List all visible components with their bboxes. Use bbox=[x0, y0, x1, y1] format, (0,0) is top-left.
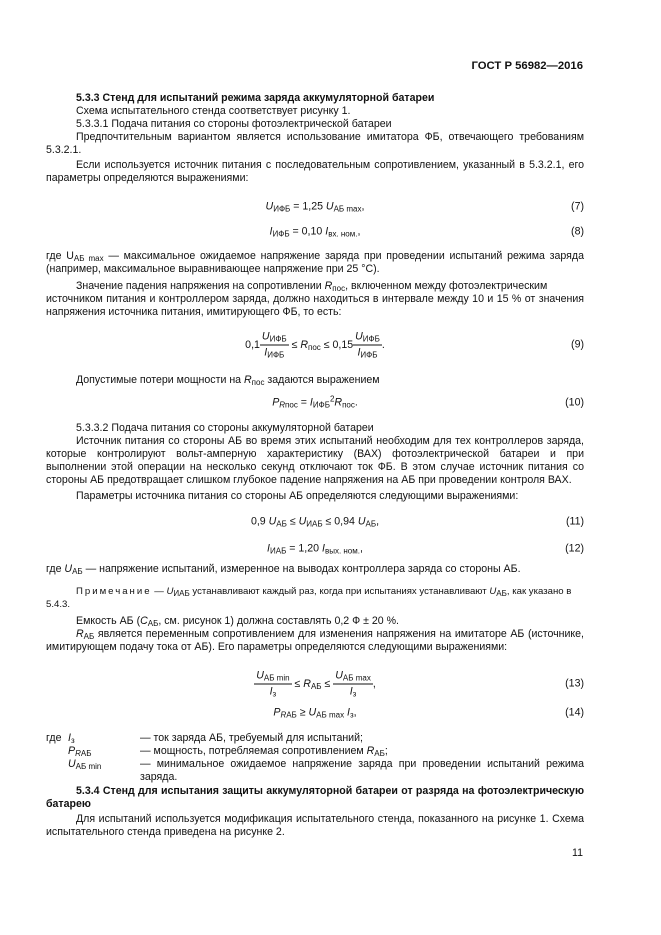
definition-uab: где $U_{АБ}$ — напряжение испытаний, измеренное на выводах контроллера заряда со стороны АБ. bbox=[46, 563, 521, 576]
note: Примечание — $U_{ИАБ}$ устанавливают каждый раз, когда при испытаниях устанавливают $U_{АБ}$, как указано в 5.4.3. bbox=[46, 586, 572, 610]
document-standard-number: ГОСТ Р 56982—2016 bbox=[471, 60, 583, 72]
definitions-list: где $I_з$ — ток заряда АБ, требуемый для испытаний; $P_{RАБ}$ — мощность, потребляемая сопротивлением $R_{АБ}$; $U_{АБ min}$ — минимальное ожидаемое напряжение заряда при проведении испытаний режима заряда. bbox=[46, 732, 584, 783]
paragraph-capacity: Емкость АБ ($С_{АБ}$, см. рисунок 1) должна составлять 0,2 Ф ± 20 %. $R_{АБ}$ является переменным сопротивлением для изменения напряжения на имитаторе АБ (источнике, имитирующем подачу тока от АБ). Его параметры определяются следующими выражениями: bbox=[46, 615, 584, 653]
page-number: 11 bbox=[572, 847, 583, 859]
paragraph: Предпочтительным вариантом является использование имитатора ФБ, отвечающего требованиям 5.3.2.1. bbox=[46, 131, 584, 156]
subsection-title: 5.3.3.1 Подача питания со стороны фотоэлектрической батареи bbox=[76, 118, 392, 130]
equation-13: $\frac{U_{АБ min}}{I_з}$ ≤ $R_{АБ}$ ≤ $\frac{U_{АБ max}}{I_з}$ , (13) bbox=[256, 669, 584, 699]
section-title: 5.3.3 Стенд для испытаний режима заряда аккумуляторной батареи bbox=[76, 92, 435, 104]
section-title: 5.3.4 Стенд для испытания защиты аккумуляторной батареи от разряда на фотоэлектрическую батарею bbox=[46, 785, 584, 810]
equation-7: $U_{ИФБ} = 1,25$ $U_{АБ max}$, (7) bbox=[265, 200, 584, 214]
equation-8: $I_{ИФБ} = 0,10$ $I_{вх. ном.}$, (8) bbox=[269, 225, 584, 239]
equation-14: $P_{RАБ} \ge U_{АБ max}$ $I_з$, (14) bbox=[273, 706, 584, 720]
equation-9: 0,1 $\frac{U_{ИФБ}}{I_{ИФБ}}$ ≤ $R_{пос} \le 0,15$ $\frac{U_{ИФБ}}{I_{ИФБ}}$ . (9) bbox=[245, 330, 584, 360]
paragraph-power-loss: Допустимые потери мощности на $R_{пос}$ задаются выражением bbox=[76, 374, 380, 387]
paragraph: Параметры источника питания со стороны АБ определяются следующими выражениями: bbox=[76, 490, 519, 502]
paragraph-voltage-drop: Значение падения напряжения на сопротивлении $R_{пос}$, включенном между фотоэлектрическим источником питания и контроллером заряда, должно находиться в интервале между 10 и 15 % от значения напряжения источника питания, имитирующего ФБ, то есть: bbox=[46, 280, 584, 318]
definition-uab-max: где $U_{АБ max}$ — максимальное ожидаемое напряжение заряда при проведении испытаний режима заряда (например, максимальное выравнивающее напряжение при 25 °С). bbox=[46, 250, 584, 275]
subsection-title: 5.3.3.2 Подача питания со стороны аккумуляторной батареи bbox=[76, 422, 374, 434]
equation-10: $P_{Rпос} = I_{ИФБ}^2R_{пос}$. (10) bbox=[272, 394, 584, 410]
section-5-3-3-2 bbox=[46, 422, 584, 503]
equation-12: $I_{ИАБ} = 1,20$ $I_{вых. ном.}$, (12) bbox=[267, 542, 584, 556]
paragraph: Для испытаний используется модификация испытательного стенда, показанного на рисунке 1. Схема испытательного стенда приведена на рисунке 2. bbox=[46, 813, 584, 838]
paragraph: Схема испытательного стенда соответствует рисунку 1. bbox=[76, 105, 351, 117]
paragraph: Если используется источник питания с последовательным сопротивлением, указанный в 5.3.2.1, его параметры определяются выражениями: bbox=[46, 159, 584, 184]
paragraph: Источник питания со стороны АБ во время этих испытаний необходим для тех контроллеров заряда, которые контролируют вольт-амперную характеристику (ВАХ) фотоэлектрической батареи и при выполнении этой операции на несколько секунд отключают ток ФБ. В этом случае источник питания со стороны АБ предотвращает слишком глубокое падение напряжения на АБ при проведении контроля ВАХ. bbox=[46, 435, 584, 486]
equation-11: 0,9 $U_{АБ} \le U_{ИАБ} \le 0,94$ $U_{АБ}$, (11) bbox=[250, 515, 584, 529]
note-label: Примечание bbox=[76, 586, 152, 597]
section-5-3-3 bbox=[46, 92, 584, 185]
section-5-3-4 bbox=[46, 785, 584, 839]
